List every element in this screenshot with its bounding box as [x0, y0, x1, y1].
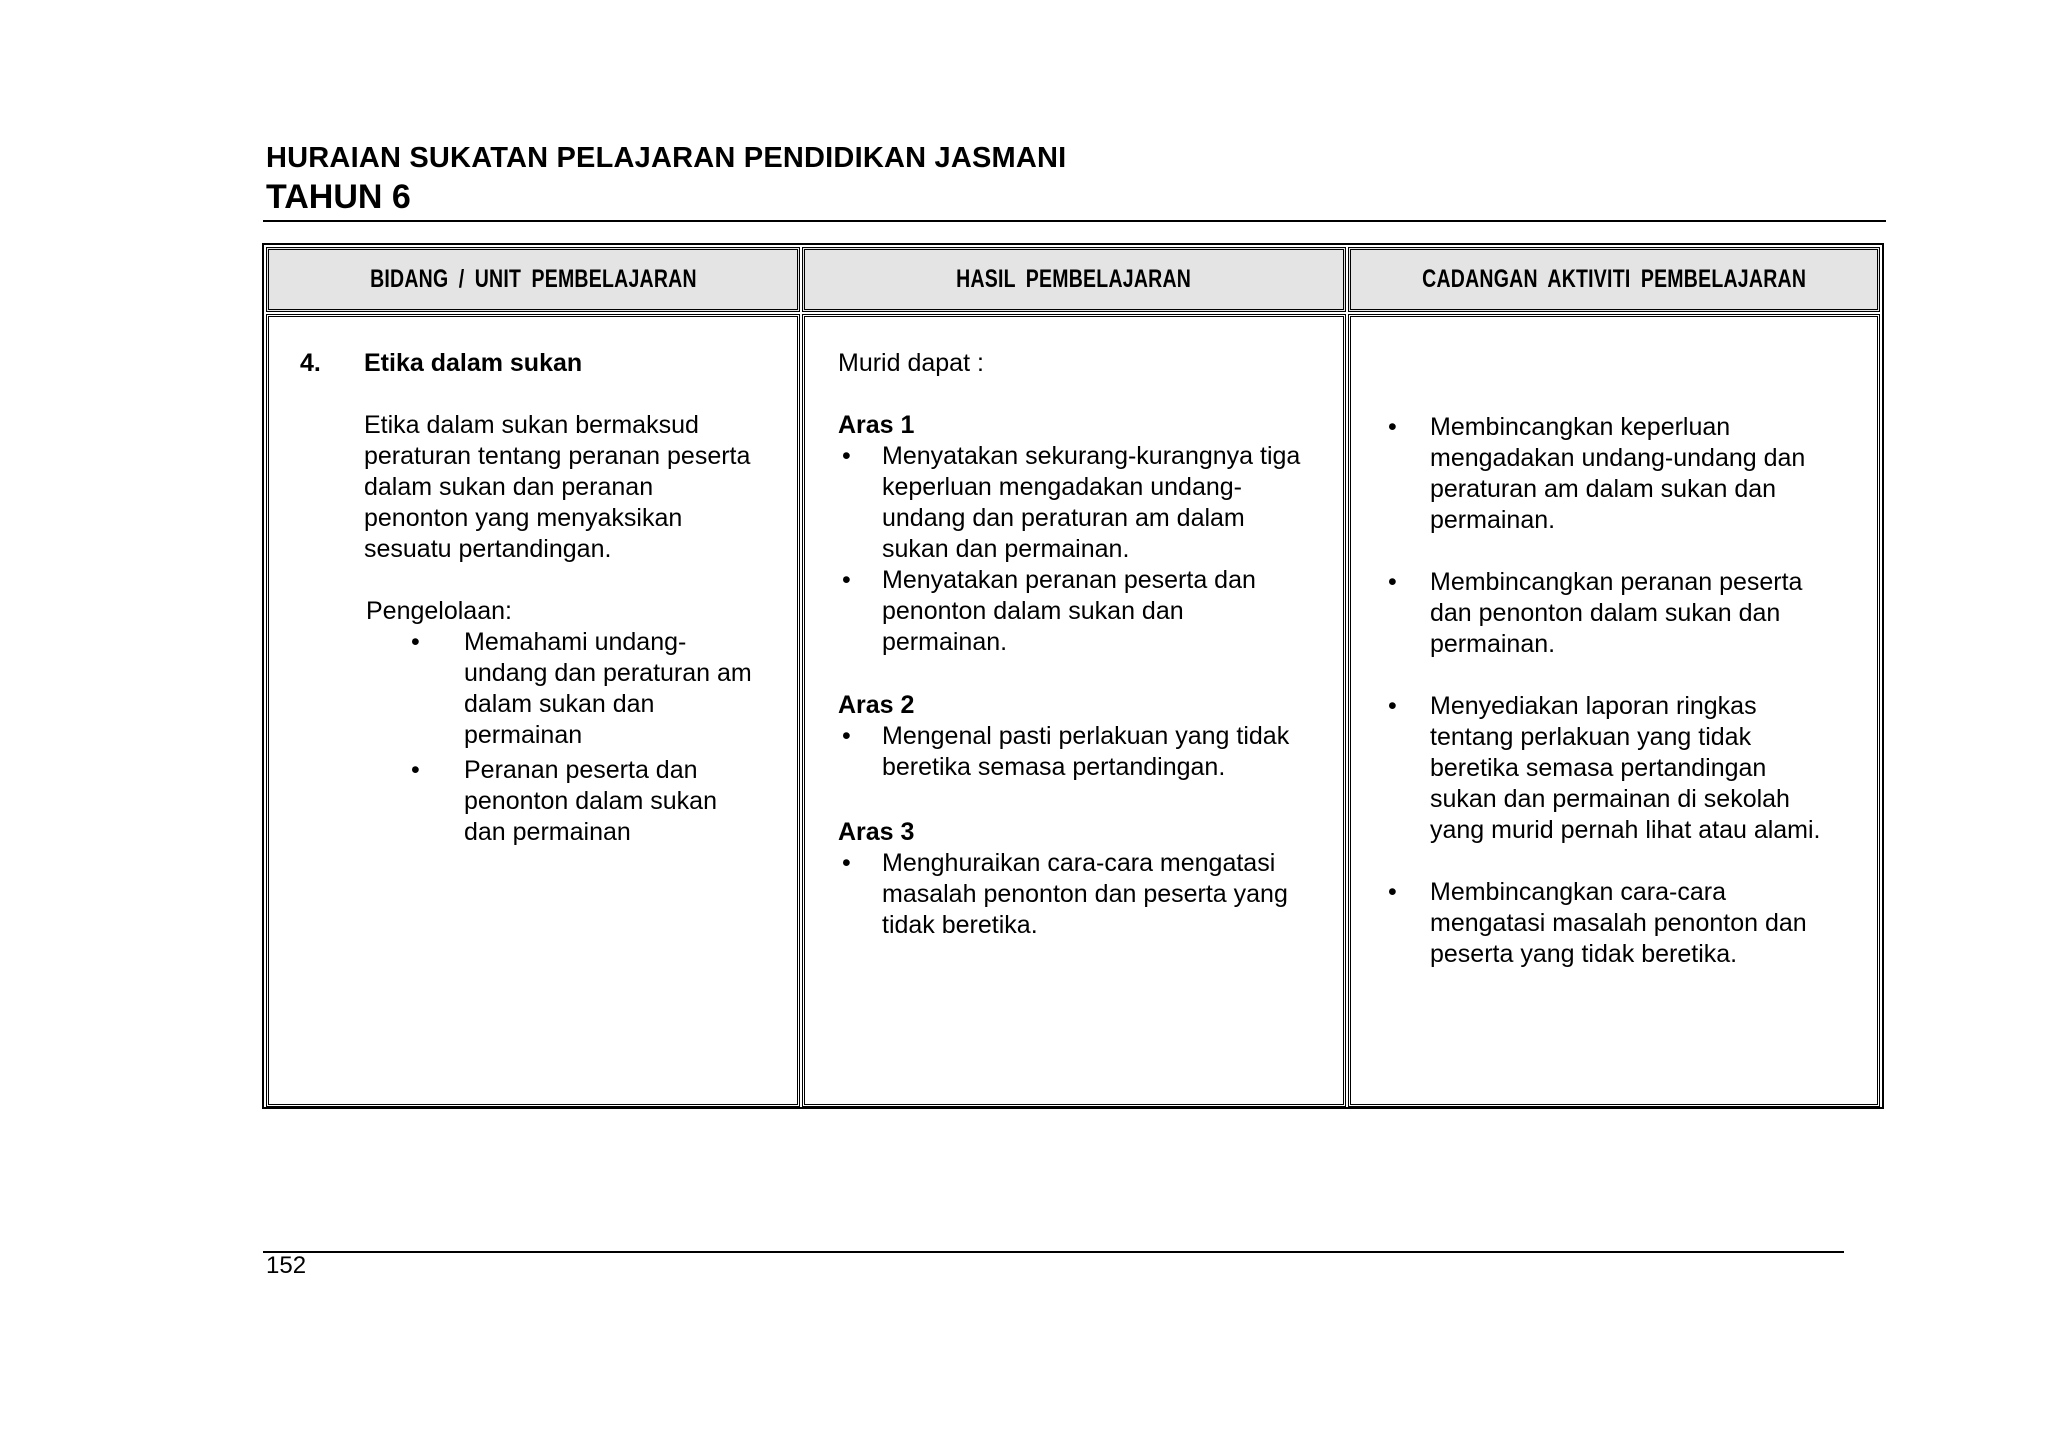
list-item-line: peserta yang tidak beretika. — [1430, 940, 1738, 968]
list-item-line: tidak beretika. — [882, 911, 1038, 939]
list-item-line: dan permainan — [464, 818, 631, 846]
list-item-line: undang dan peraturan am dalam — [882, 504, 1245, 532]
bullet-icon: • — [1388, 568, 1397, 596]
unit-number: 4. — [300, 349, 321, 377]
definition-line: dalam sukan dan peranan — [364, 473, 654, 501]
list-item-line: dan penonton dalam sukan dan — [1430, 599, 1781, 627]
aras2-list — [842, 721, 1337, 783]
list-item-line: dalam sukan dan — [464, 690, 655, 718]
document-subtitle: TAHUN 6 — [266, 178, 411, 216]
column-header-cadangan-label: CADANGAN AKTIVITI PEMBELAJARAN — [1421, 265, 1807, 293]
list-item-line: Membincangkan cara-cara — [1430, 878, 1726, 906]
list-item-line: permainan. — [1430, 630, 1556, 658]
bullet-icon: • — [1388, 878, 1397, 906]
list-item-line: Menyediakan laporan ringkas — [1430, 692, 1757, 720]
list-item-line: sukan dan permainan di sekolah — [1430, 785, 1790, 813]
list-item-line: Membincangkan keperluan — [1430, 413, 1731, 441]
bullet-icon: • — [411, 628, 420, 656]
hasil-intro: Murid dapat : — [838, 349, 984, 377]
list-item-line: Peranan peserta dan — [464, 756, 698, 784]
aras3-label: Aras 3 — [838, 818, 915, 846]
list-item-line: penonton dalam sukan — [464, 787, 717, 815]
list-item — [842, 721, 1337, 783]
list-item — [1388, 567, 1870, 660]
list-item-line: permainan. — [1430, 506, 1556, 534]
list-item — [842, 565, 1337, 658]
page-number: 152 — [266, 1252, 307, 1279]
list-item — [1388, 691, 1870, 846]
column-header-bidang — [266, 247, 800, 312]
column-header-cadangan — [1348, 247, 1880, 312]
list-item-line: Menyatakan peranan peserta dan — [882, 566, 1256, 594]
aktiviti-list — [1388, 412, 1870, 970]
pengelolaan-label: Pengelolaan: — [366, 597, 512, 625]
list-item-line: peraturan am dalam sukan dan — [1430, 475, 1777, 503]
pengelolaan-list — [411, 627, 794, 848]
list-item — [1388, 877, 1870, 970]
unit-heading: Etika dalam sukan — [364, 349, 583, 377]
bullet-icon: • — [1388, 692, 1397, 720]
list-item-line: Membincangkan peranan peserta — [1430, 568, 1803, 596]
definition-line: Etika dalam sukan bermaksud — [364, 411, 699, 439]
list-item-line: permainan. — [882, 628, 1008, 656]
list-item-line: Menyatakan sekurang-kurangnya tiga — [882, 442, 1301, 470]
top-rule — [263, 220, 1886, 222]
bullet-icon: • — [411, 756, 420, 784]
list-item-line: permainan — [464, 721, 583, 749]
list-item-line: Memahami undang- — [464, 628, 687, 656]
column-header-bidang-label: BIDANG / UNIT PEMBELAJARAN — [369, 265, 697, 293]
bullet-icon: • — [842, 849, 851, 877]
footer-rule — [263, 1251, 1844, 1253]
aras1-list — [842, 441, 1337, 658]
list-item — [842, 848, 1337, 941]
unit-definition — [364, 410, 750, 565]
list-item — [411, 755, 794, 848]
list-item — [411, 627, 794, 751]
list-item-line: yang murid pernah lihat atau alami. — [1430, 816, 1821, 844]
list-item — [1388, 412, 1870, 536]
list-item-line: beretika semasa pertandingan — [1430, 754, 1767, 782]
list-item-line: tentang perlakuan yang tidak — [1430, 723, 1752, 751]
list-item-line: mengadakan undang-undang dan — [1430, 444, 1806, 472]
list-item-line: masalah penonton dan peserta yang — [882, 880, 1288, 908]
list-item-line: mengatasi masalah penonton dan — [1430, 909, 1807, 937]
list-item-line: keperluan mengadakan undang- — [882, 473, 1242, 501]
column-header-hasil-label: HASIL PEMBELAJARAN — [956, 265, 1192, 293]
list-item-line: Mengenal pasti perlakuan yang tidak — [882, 722, 1290, 750]
aras1-label: Aras 1 — [838, 411, 915, 439]
column-header-hasil — [802, 247, 1346, 312]
list-item — [842, 441, 1337, 565]
definition-line: peraturan tentang peranan peserta — [364, 442, 751, 470]
list-item-line: undang dan peraturan am — [464, 659, 752, 687]
bullet-icon: • — [842, 442, 851, 470]
list-item-line: sukan dan permainan. — [882, 535, 1130, 563]
aras3-list — [842, 848, 1337, 941]
bullet-icon: • — [1388, 413, 1397, 441]
definition-line: sesuatu pertandingan. — [364, 535, 612, 563]
list-item-line: Menghuraikan cara-cara mengatasi — [882, 849, 1276, 877]
document-title: HURAIAN SUKATAN PELAJARAN PENDIDIKAN JASMANI — [266, 142, 1067, 174]
definition-line: penonton yang menyaksikan — [364, 504, 683, 532]
list-item-line: penonton dalam sukan dan — [882, 597, 1184, 625]
list-item-line: beretika semasa pertandingan. — [882, 753, 1226, 781]
aras2-label: Aras 2 — [838, 691, 915, 719]
bullet-icon: • — [842, 722, 851, 750]
bullet-icon: • — [842, 566, 851, 594]
